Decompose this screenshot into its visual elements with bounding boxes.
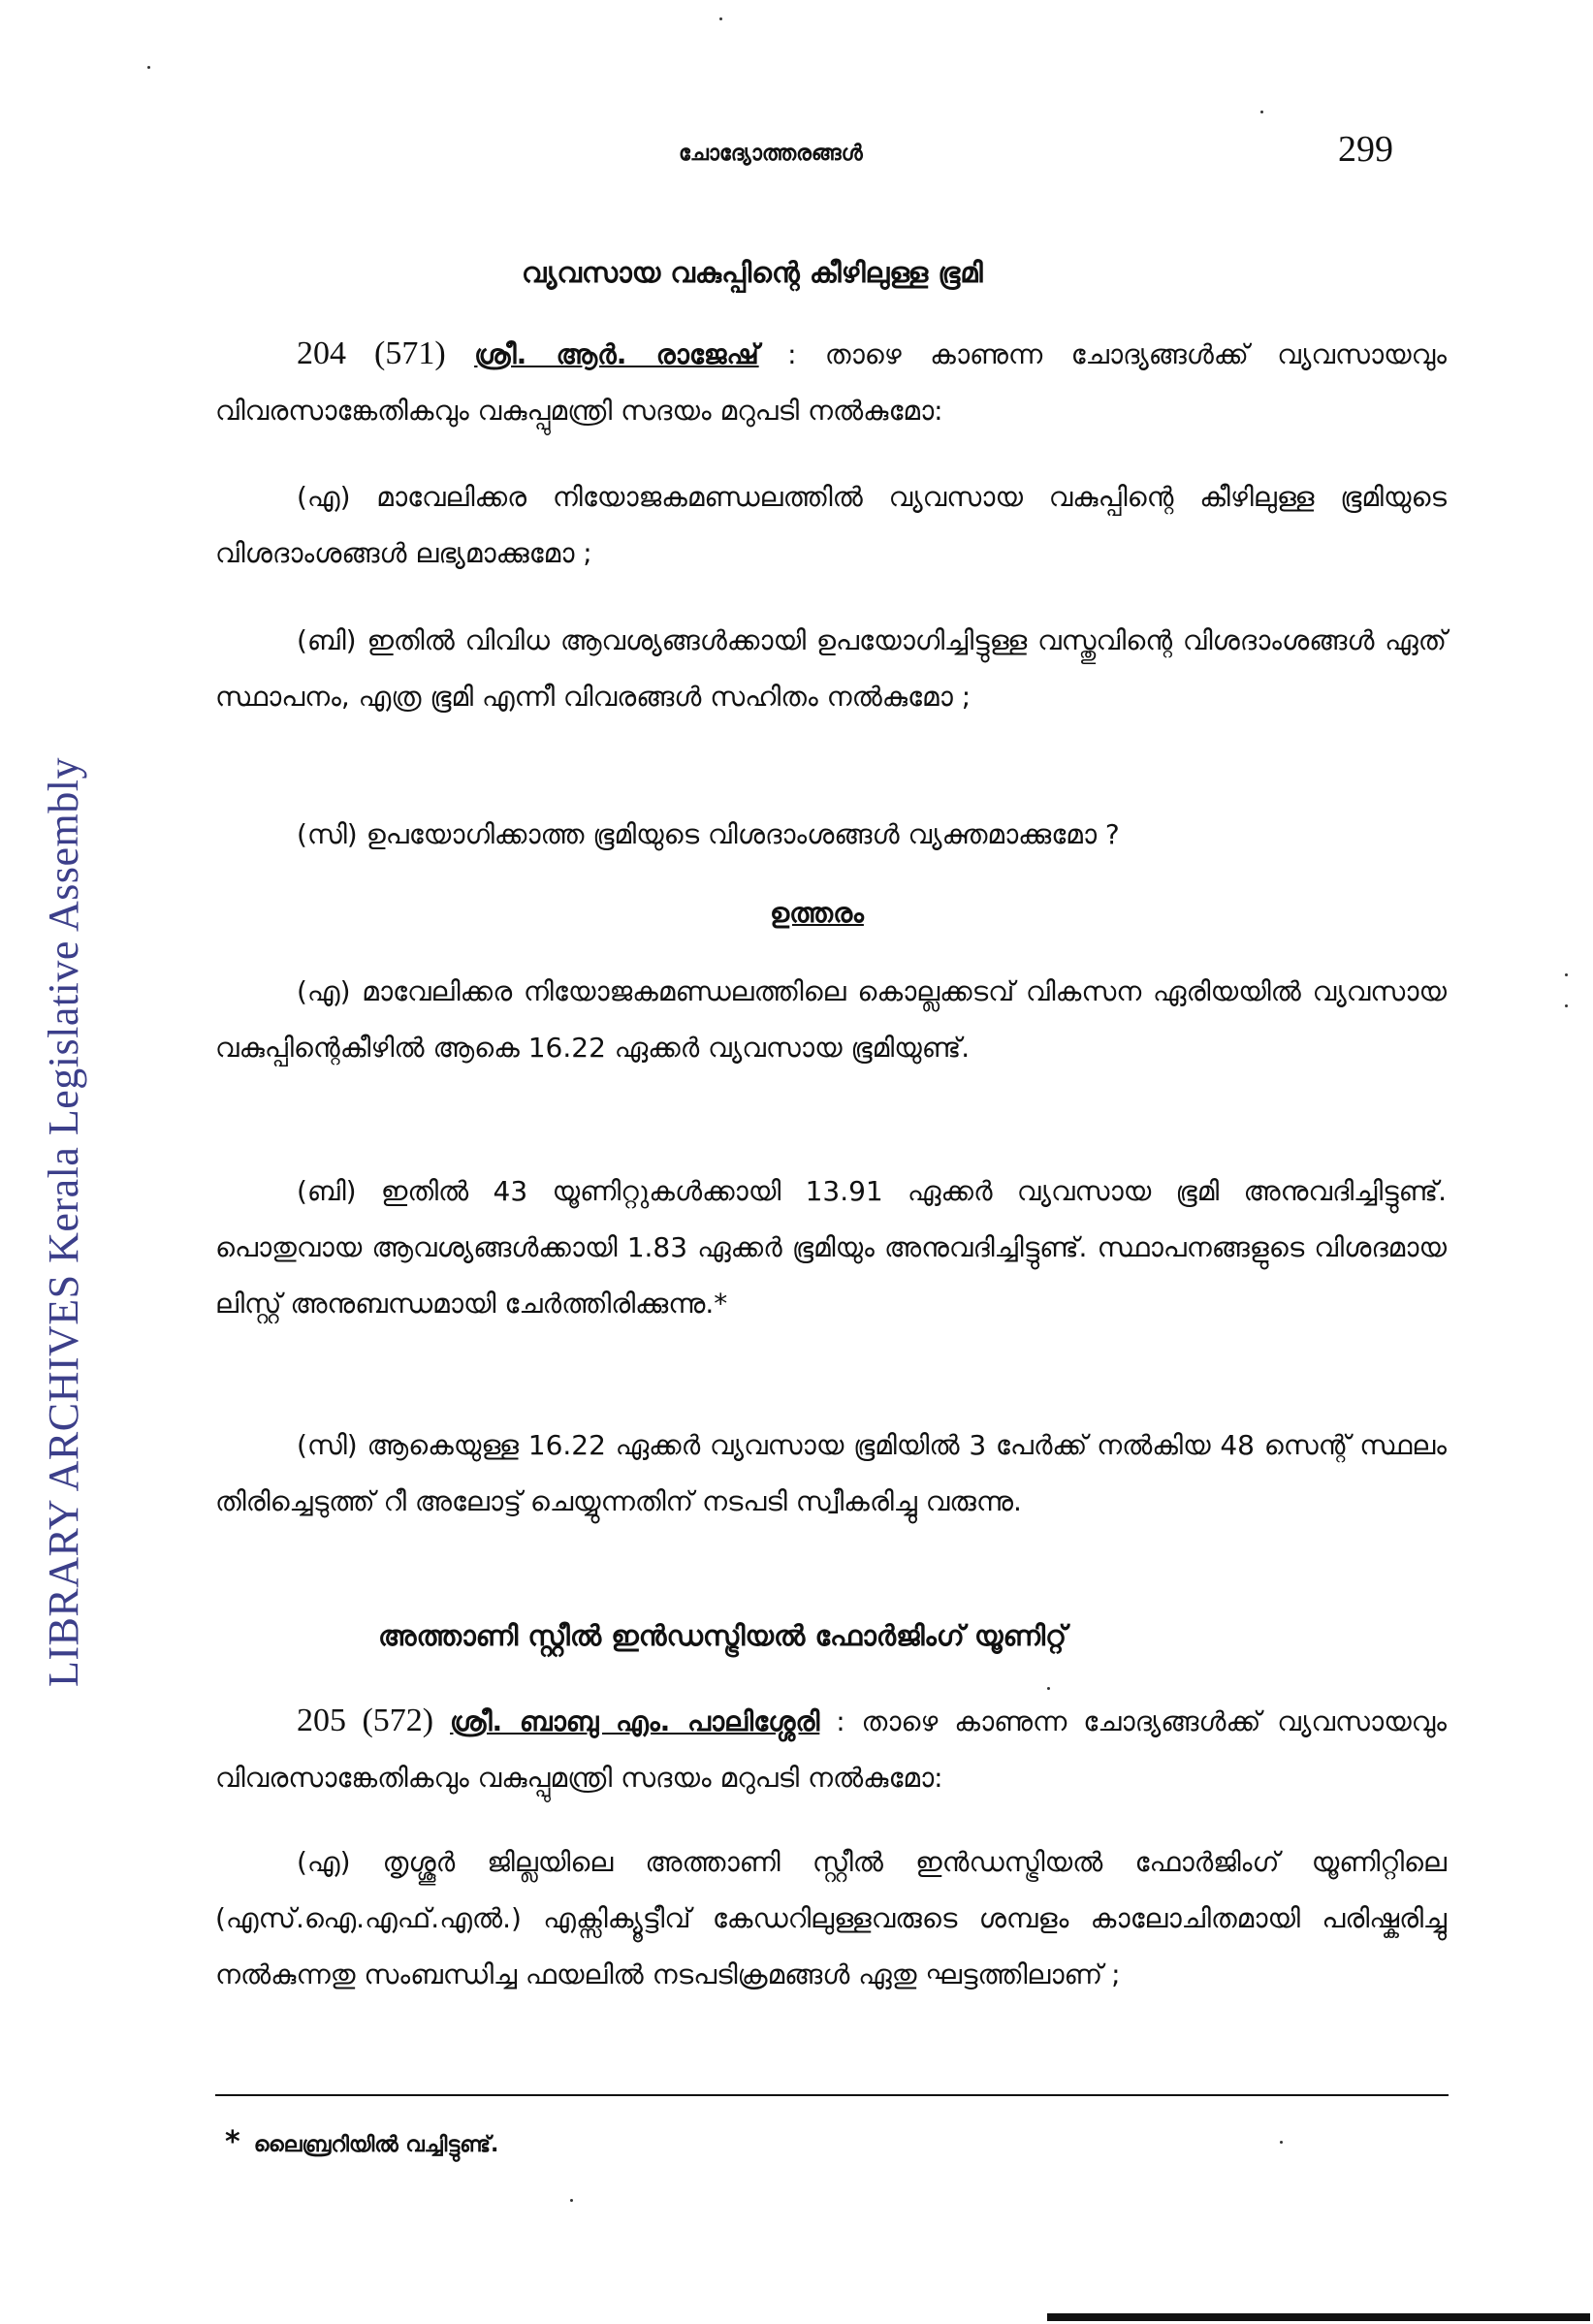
question-205-intro bbox=[215, 1693, 1447, 1806]
question-205-part-a bbox=[215, 1834, 1447, 2003]
running-head: ചോദ്യോത്തരങ്ങൾ bbox=[679, 142, 863, 166]
answer-204-part-a bbox=[215, 964, 1447, 1076]
question-204-part-c-text: (സി) ഉപയോഗിക്കാത്ത ഭൂമിയുടെ വിശദാംശങ്ങൾ വ്യക്തമാക്കുമോ ? bbox=[297, 818, 1120, 850]
question-204-part-b bbox=[215, 613, 1447, 725]
scan-speck bbox=[1280, 2141, 1283, 2144]
answer-204-part-c bbox=[215, 1417, 1447, 1530]
footnote-text: ലൈബ്രറിയിൽ വച്ചിട്ടുണ്ട്. bbox=[253, 2133, 499, 2157]
question-205-member: ശ്രീ. ബാബു എം. പാലിശ്ശേരി bbox=[450, 1705, 820, 1737]
answer-204-part-a-text: (എ) മാവേലിക്കര നിയോജകമണ്ഡലത്തിലെ കൊല്ലക്കടവ് വികസന ഏരിയയിൽ വ്യവസായ വകുപ്പിന്റെകീഴിൽ ആകെ 16.22 ഏക്കർ വ്യവസായ ഭൂമിയുണ്ട്. bbox=[215, 975, 1447, 1064]
scan-speck bbox=[570, 2199, 573, 2202]
answer-204-part-b-text: (ബി) ഇതിൽ 43 യൂണിറ്റുകൾക്കായി 13.91 ഏക്കർ വ്യവസായ ഭൂമി അനുവദിച്ചിട്ടുണ്ട്. പൊതുവായ ആവശ്യങ്ങൾക്കായി 1.83 ഏക്കർ ഭൂമിയും അനുവദിച്ചിട്ടുണ്ട്. സ്ഥാപനങ്ങളുടെ വിശദമായ ലിസ്റ്റ് അനുബന്ധമായി ചേർത്തിരിക്കുന്നു.* bbox=[215, 1175, 1447, 1320]
page-number: 299 bbox=[1338, 129, 1393, 170]
question-204-part-b-text: (ബി) ഇതിൽ വിവിധ ആവശ്യങ്ങൾക്കായി ഉപയോഗിച്ചിട്ടുള്ള വസ്തുവിന്റെ വിശദാംശങ്ങൾ ഏത് സ്ഥാപനം, എത്ര ഭൂമി എന്നീ വിവരങ്ങൾ സഹിതം നൽകുമോ ; bbox=[215, 624, 1447, 713]
question-205-number: 205 (572) bbox=[297, 1703, 434, 1738]
question-205-part-a-text: (എ) തൃശ്ശൂർ ജില്ലയിലെ അത്താണി സ്റ്റീൽ ഇൻഡസ്ട്രിയൽ ഫോർജിംഗ് യൂണിറ്റിലെ (എസ്.ഐ.എഫ്.എൽ.) എക്സിക്യൂട്ടീവ് കേഡറിലുള്ളവരുടെ ശമ്പളം കാലോചിതമായി പരിഷ്കരിച്ചു നൽകുന്നതു സംബന്ധിച്ച ഫയലിൽ നടപടിക്രമങ്ങൾ ഏതു ഘട്ടത്തിലാണ് ; bbox=[215, 1846, 1447, 1990]
footnote-marker: * bbox=[225, 2125, 240, 2159]
footnote-rule bbox=[215, 2094, 1449, 2096]
answer-204-part-c-text: (സി) ആകെയുള്ള 16.22 ഏക്കർ വ്യവസായ ഭൂമിയിൽ 3 പേർക്ക് നൽകിയ 48 സെന്റ് സ്ഥലം തിരിച്ചെടുത്ത് റീ അലോട്ട് ചെയ്യുന്നതിന് നടപടി സ്വീകരിച്ചു വരുന്നു. bbox=[215, 1429, 1447, 1517]
question-204-part-c bbox=[215, 807, 1447, 863]
scan-speck bbox=[147, 66, 150, 69]
scan-speck bbox=[1565, 1004, 1568, 1007]
archive-watermark: LIBRARY ARCHIVES Kerala Legislative Assembly bbox=[40, 757, 87, 1687]
answer-heading: ഉത്തരം bbox=[770, 897, 864, 929]
question-204-part-a-text: (എ) മാവേലിക്കര നിയോജകമണ്ഡലത്തിൽ വ്യവസായ വകുപ്പിന്റെ കീഴിലുള്ള ഭൂമിയുടെ വിശദാംശങ്ങൾ ലഭ്യമാക്കുമോ ; bbox=[215, 481, 1447, 569]
scan-speck bbox=[1260, 111, 1263, 113]
scan-edge-bar bbox=[1047, 2313, 1590, 2321]
question-204-heading: വ്യവസായ വകുപ്പിന്റെ കീഴിലുള്ള ഭൂമി bbox=[522, 256, 983, 289]
question-204-intro bbox=[215, 326, 1447, 439]
scan-speck bbox=[719, 17, 722, 20]
question-204-part-a bbox=[215, 469, 1447, 582]
scan-speck bbox=[1047, 1687, 1050, 1690]
footnote bbox=[225, 2125, 498, 2159]
question-204-intro-text: : താഴെ കാണുന്ന ചോദ്യങ്ങൾക്ക് വ്യവസായവും വിവരസാങ്കേതികവും വകുപ്പുമന്ത്രി സദയം മറുപടി നൽകുമോ: bbox=[215, 338, 1447, 427]
scan-speck bbox=[1565, 973, 1568, 976]
question-204-member: ശ്രീ. ആർ. രാജേഷ് bbox=[474, 338, 759, 370]
question-205-intro-text: : താഴെ കാണുന്ന ചോദ്യങ്ങൾക്ക് വ്യവസായവും വിവരസാങ്കേതികവും വകുപ്പുമന്ത്രി സദയം മറുപടി നൽകുമോ: bbox=[215, 1705, 1447, 1794]
answer-204-part-b bbox=[215, 1163, 1447, 1332]
question-204-number: 204 (571) bbox=[297, 335, 446, 371]
question-205-heading: അത്താണി സ്റ്റീൽ ഇൻഡസ്ട്രിയൽ ഫോർജിംഗ് യൂണിറ്റ് bbox=[378, 1619, 1067, 1652]
